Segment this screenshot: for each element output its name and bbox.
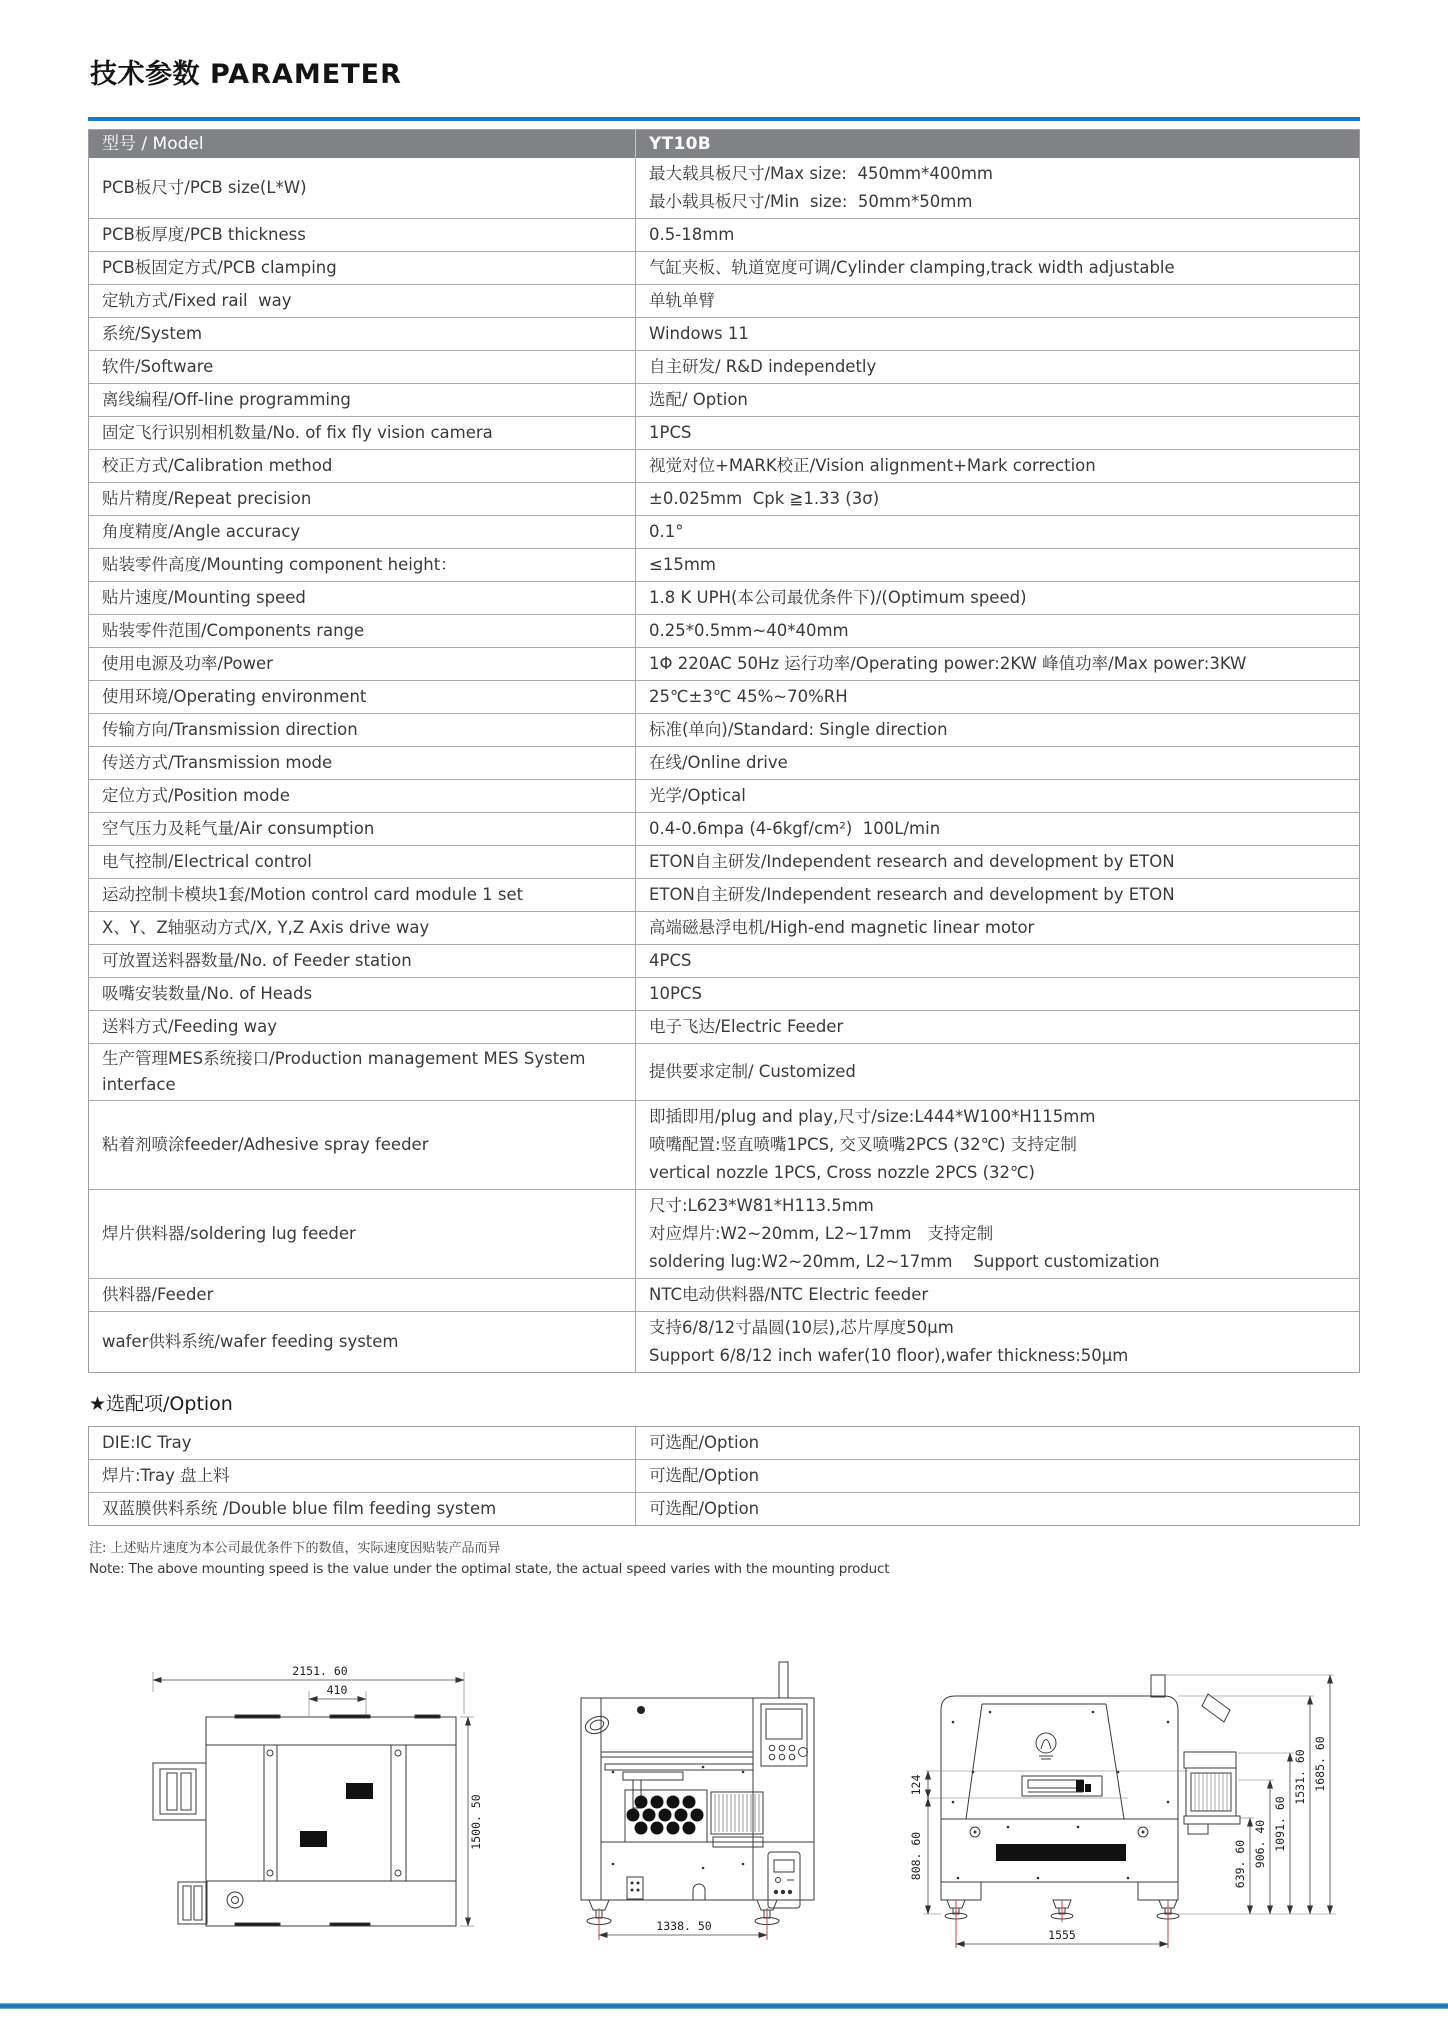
spec-value-line: ±0.025mm Cpk ≧1.33 (3σ)	[649, 489, 880, 508]
spec-value-line: 支持6/8/12寸晶圆(10层),芯片厚度50μm	[649, 1318, 954, 1337]
spec-value	[636, 318, 1359, 350]
spec-value-line: 气缸夹板、轨道宽度可调/Cylinder clamping,track width adjustable	[649, 258, 1175, 277]
spec-value-line: 可选配/Option	[649, 1499, 760, 1518]
footnote-en: Note: The above mounting speed is the value under the optimal state, the actual speed varies with the mounting product	[89, 1561, 890, 1577]
spec-label: X、Y、Z轴驱动方式/X, Y,Z Axis drive way	[89, 912, 636, 944]
dim-top-view-width: 2151. 60	[292, 1664, 348, 1678]
spec-label: 生产管理MES系统接口/Production management MES System interface	[89, 1044, 636, 1100]
footnotes	[89, 1539, 1360, 1579]
spec-row	[89, 218, 1359, 251]
spec-value	[636, 285, 1359, 317]
spec-value-line: 电子飞达/Electric Feeder	[649, 1017, 844, 1036]
spec-label: DIE:IC Tray	[89, 1427, 636, 1459]
spec-value	[636, 945, 1359, 977]
spec-value	[636, 780, 1359, 812]
spec-row	[89, 614, 1359, 647]
spec-row	[89, 713, 1359, 746]
dim-top-view-rail: 410	[326, 1683, 348, 1697]
spec-row	[89, 911, 1359, 944]
spec-value-line: 0.5-18mm	[649, 225, 735, 244]
spec-value	[636, 1460, 1359, 1492]
spec-label: 使用环境/Operating environment	[89, 681, 636, 713]
spec-label: 系统/System	[89, 318, 636, 350]
dimension-drawings	[0, 1652, 1448, 1982]
spec-value	[636, 1427, 1359, 1459]
spec-row	[89, 284, 1359, 317]
spec-value-line: 0.1°	[649, 522, 684, 541]
spec-value-line: 在线/Online drive	[649, 753, 788, 772]
spec-value-line: 对应焊片:W2~20mm, L2~17mm 支持定制	[649, 1224, 994, 1243]
spec-value	[636, 158, 1359, 218]
spec-value-line: ETON自主研发/Independent research and development by ETON	[649, 852, 1175, 871]
spec-value-line: 自主研发/ R&D independetly	[649, 357, 877, 376]
spec-table	[88, 129, 1360, 1373]
spec-value	[636, 483, 1359, 515]
spec-value-line: 可选配/Option	[649, 1433, 760, 1452]
spec-row	[89, 548, 1359, 581]
spec-row	[89, 779, 1359, 812]
spec-row	[89, 1492, 1359, 1525]
spec-row	[89, 977, 1359, 1010]
spec-label: 贴装零件范围/Components range	[89, 615, 636, 647]
spec-value-line: ETON自主研发/Independent research and development by ETON	[649, 885, 1175, 904]
dim-side-view-conveyor-offset: 124	[909, 1774, 923, 1796]
spec-value-line: 1.8 K UPH(本公司最优条件下)/(Optimum speed)	[649, 588, 1027, 607]
dim-side-view-h2: 906. 40	[1253, 1819, 1267, 1869]
spec-row	[89, 1427, 1359, 1459]
spec-value	[636, 417, 1359, 449]
spec-value	[636, 714, 1359, 746]
spec-value	[636, 549, 1359, 581]
spec-value	[636, 879, 1359, 911]
spec-label: 传送方式/Transmission mode	[89, 747, 636, 779]
spec-value-line: Windows 11	[649, 324, 749, 343]
spec-label: 固定飞行识别相机数量/No. of fix fly vision camera	[89, 417, 636, 449]
spec-label: 传输方向/Transmission direction	[89, 714, 636, 746]
dim-side-view-h1: 639. 60	[1233, 1839, 1247, 1889]
spec-value-line: 提供要求定制/ Customized	[649, 1062, 856, 1081]
option-heading: ★选配项/Option	[89, 1393, 233, 1415]
spec-value	[636, 1011, 1359, 1043]
spec-sheet	[88, 60, 1360, 1579]
spec-value	[636, 846, 1359, 878]
spec-label: 送料方式/Feeding way	[89, 1011, 636, 1043]
spec-value-line: 高端磁悬浮电机/High-end magnetic linear motor	[649, 918, 1035, 937]
dim-side-view-h3: 1091. 60	[1273, 1796, 1287, 1852]
spec-value-line: 视觉对位+MARK校正/Vision alignment+Mark correction	[649, 456, 1096, 475]
spec-value	[636, 516, 1359, 548]
spec-value-line: 4PCS	[649, 951, 692, 970]
spec-label: 双蓝膜供料系统 /Double blue film feeding system	[89, 1493, 636, 1525]
spec-value-line: 25℃±3℃ 45%~70%RH	[649, 687, 848, 706]
spec-value	[636, 252, 1359, 284]
spec-row	[89, 1010, 1359, 1043]
spec-label: 粘着剂喷涂feeder/Adhesive spray feeder	[89, 1101, 636, 1189]
spec-row	[89, 482, 1359, 515]
spec-value	[636, 1279, 1359, 1311]
spec-value-line: vertical nozzle 1PCS, Cross nozzle 2PCS (32℃)	[649, 1163, 1035, 1182]
spec-value-line: ≤15mm	[649, 555, 716, 574]
spec-label: 校正方式/Calibration method	[89, 450, 636, 482]
spec-value-line: 最小载具板尺寸/Min size: 50mm*50mm	[649, 192, 973, 211]
spec-value-line: 光学/Optical	[649, 786, 746, 805]
spec-label: PCB板尺寸/PCB size(L*W)	[89, 158, 636, 218]
spec-row	[89, 845, 1359, 878]
spec-value-line: 10PCS	[649, 984, 702, 1003]
spec-value	[636, 1190, 1359, 1278]
spec-row	[89, 158, 1359, 218]
spec-row	[89, 1278, 1359, 1311]
spec-value	[636, 384, 1359, 416]
spec-label: 贴装零件高度/Mounting component height：	[89, 549, 636, 581]
machine-top-view-drawing	[140, 1652, 492, 1952]
spec-row	[89, 251, 1359, 284]
spec-value-line: 1Φ 220AC 50Hz 运行功率/Operating power:2KW 峰值功率/Max power:3KW	[649, 654, 1247, 673]
dim-side-view-feet-span: 1555	[1048, 1928, 1076, 1942]
title-accent-rule	[88, 117, 1360, 121]
option-table	[88, 1426, 1360, 1526]
spec-row	[89, 1043, 1359, 1100]
spec-label: wafer供料系统/wafer feeding system	[89, 1312, 636, 1372]
spec-value	[636, 1044, 1359, 1100]
spec-label: 供料器/Feeder	[89, 1279, 636, 1311]
spec-label: 贴片精度/Repeat precision	[89, 483, 636, 515]
spec-value-line: 可选配/Option	[649, 1466, 760, 1485]
spec-value	[636, 1312, 1359, 1372]
page-title-en: PARAMETER	[210, 59, 402, 90]
spec-row	[89, 1311, 1359, 1372]
spec-label: 可放置送料器数量/No. of Feeder station	[89, 945, 636, 977]
spec-value-line: 单轨单臂	[649, 291, 715, 310]
spec-label: PCB板固定方式/PCB clamping	[89, 252, 636, 284]
spec-row	[89, 944, 1359, 977]
spec-row	[89, 878, 1359, 911]
spec-value	[636, 978, 1359, 1010]
spec-value-line: 最大载具板尺寸/Max size: 450mm*400mm	[649, 164, 993, 183]
spec-value-line: 1PCS	[649, 423, 692, 442]
spec-value	[636, 219, 1359, 251]
spec-value-line: soldering lug:W2~20mm, L2~17mm Support customization	[649, 1252, 1160, 1271]
spec-row	[89, 515, 1359, 548]
spec-row	[89, 350, 1359, 383]
spec-value-line: NTC电动供料器/NTC Electric feeder	[649, 1285, 929, 1304]
spec-row	[89, 449, 1359, 482]
dim-side-view-h4: 1531. 60	[1293, 1749, 1307, 1805]
spec-value	[636, 912, 1359, 944]
spec-value-line: 标准(单向)/Standard: Single direction	[649, 720, 948, 739]
option-table-rows	[89, 1427, 1359, 1525]
spec-value	[636, 1493, 1359, 1525]
dim-front-view-feet-span: 1338. 50	[656, 1919, 712, 1933]
spec-value	[636, 615, 1359, 647]
spec-label: 定位方式/Position mode	[89, 780, 636, 812]
dim-top-view-depth: 1500. 50	[469, 1794, 483, 1850]
footnote-zh: 注: 上述贴片速度为本公司最优条件下的数值，实际速度因贴装产品而异	[89, 1541, 501, 1556]
model-header-label: 型号 / Model	[89, 130, 636, 158]
spec-label: 电气控制/Electrical control	[89, 846, 636, 878]
spec-row	[89, 581, 1359, 614]
machine-front-view-drawing	[553, 1652, 823, 1952]
spec-label: 空气压力及耗气量/Air consumption	[89, 813, 636, 845]
spec-value-line: 选配/ Option	[649, 390, 748, 409]
spec-value-line: 0.25*0.5mm~40*40mm	[649, 621, 849, 640]
spec-label: 使用电源及功率/Power	[89, 648, 636, 680]
spec-row	[89, 317, 1359, 350]
spec-table-header	[89, 130, 1359, 158]
spec-row	[89, 416, 1359, 449]
page-title	[90, 60, 1360, 90]
spec-label: 角度精度/Angle accuracy	[89, 516, 636, 548]
footer-accent-bar	[0, 2003, 1448, 2009]
spec-value	[636, 351, 1359, 383]
spec-label: 定轨方式/Fixed rail way	[89, 285, 636, 317]
dim-side-view-h5: 1685. 60	[1313, 1736, 1327, 1792]
spec-label: 贴片速度/Mounting speed	[89, 582, 636, 614]
model-header-value: YT10B	[649, 134, 712, 154]
spec-row	[89, 647, 1359, 680]
spec-label: 软件/Software	[89, 351, 636, 383]
spec-table-rows	[89, 158, 1359, 1372]
spec-value-line: 喷嘴配置:竖直喷嘴1PCS, 交叉喷嘴2PCS (32℃) 支持定制	[649, 1135, 1077, 1154]
spec-label: 焊片供料器/soldering lug feeder	[89, 1190, 636, 1278]
spec-row	[89, 746, 1359, 779]
spec-value-line: 尺寸:L623*W81*H113.5mm	[649, 1196, 874, 1215]
spec-value	[636, 813, 1359, 845]
spec-value	[636, 747, 1359, 779]
spec-row	[89, 812, 1359, 845]
spec-value	[636, 450, 1359, 482]
spec-label: 吸嘴安装数量/No. of Heads	[89, 978, 636, 1010]
spec-row	[89, 1189, 1359, 1278]
spec-label: 运动控制卡模块1套/Motion control card module 1 set	[89, 879, 636, 911]
spec-value-line: 0.4-0.6mpa (4-6kgf/cm²) 100L/min	[649, 819, 941, 838]
dim-side-view-conveyor-height: 808. 60	[909, 1831, 923, 1881]
spec-value	[636, 582, 1359, 614]
spec-value	[636, 648, 1359, 680]
spec-value-line: Support 6/8/12 inch wafer(10 floor),wafer thickness:50μm	[649, 1346, 1129, 1365]
spec-label: 离线编程/Off-line programming	[89, 384, 636, 416]
page-title-zh: 技术参数	[90, 59, 200, 90]
spec-row	[89, 383, 1359, 416]
spec-value	[636, 1101, 1359, 1189]
spec-label: 焊片:Tray 盘上料	[89, 1460, 636, 1492]
spec-label: PCB板厚度/PCB thickness	[89, 219, 636, 251]
spec-value-line: 即插即用/plug and play,尺寸/size:L444*W100*H115mm	[649, 1107, 1096, 1126]
spec-row	[89, 680, 1359, 713]
spec-row	[89, 1459, 1359, 1492]
spec-row	[89, 1100, 1359, 1189]
machine-side-view-drawing	[878, 1652, 1348, 1957]
spec-value	[636, 681, 1359, 713]
